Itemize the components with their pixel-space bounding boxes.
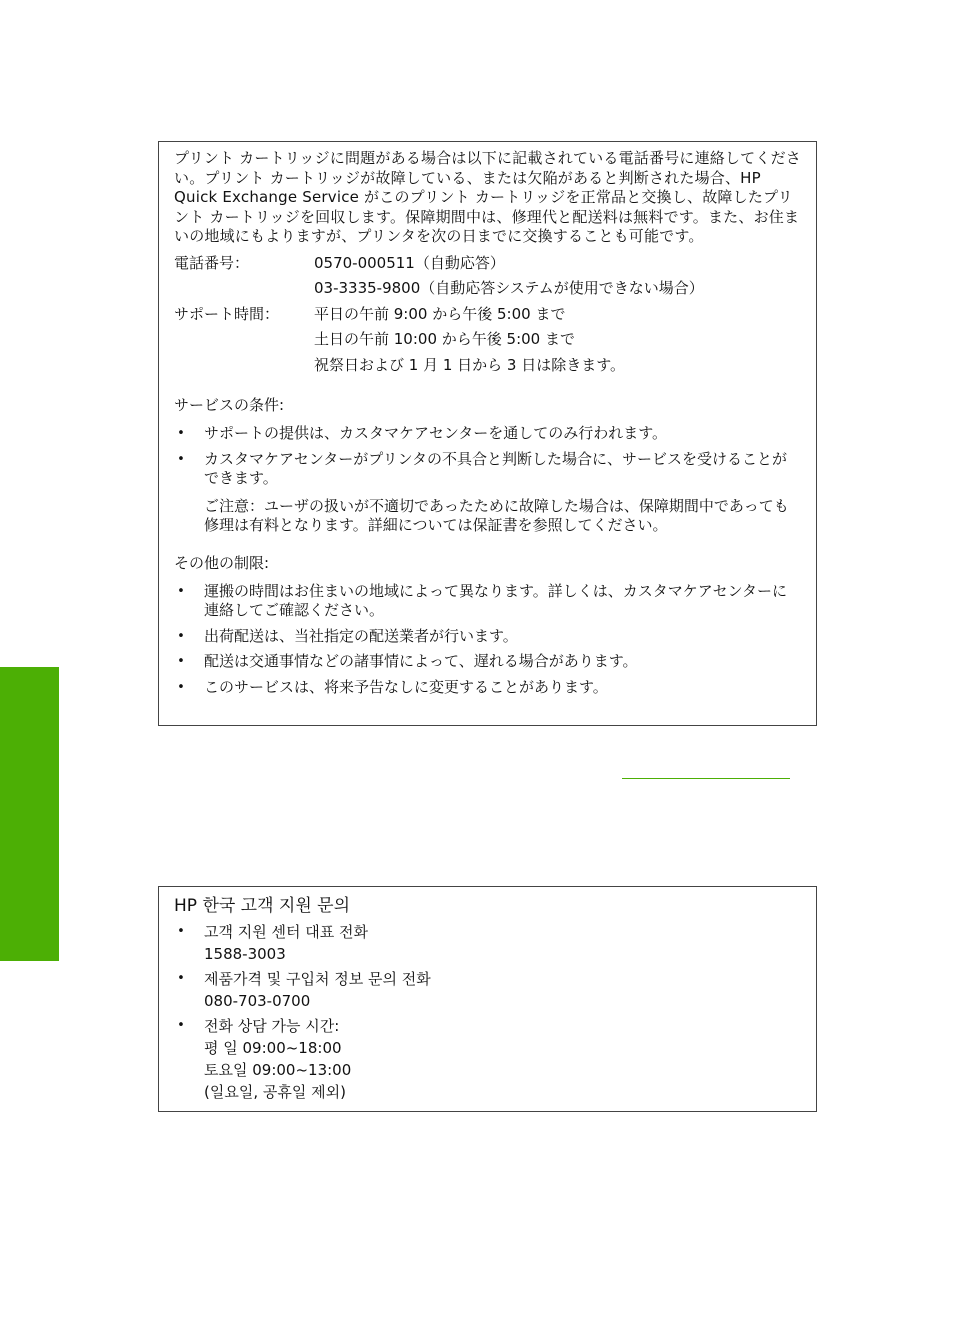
hours-excluded: (일요일, 공휴일 제외)	[204, 1083, 346, 1101]
info-value: 0570-000511（自動応答）	[314, 253, 505, 272]
info-row	[174, 353, 802, 379]
limits-heading: その他の制限:	[174, 553, 270, 572]
info-row	[174, 302, 802, 328]
list-item-text: 出荷配送は、当社指定の配送業者が行います。	[204, 626, 518, 645]
info-label	[174, 276, 314, 302]
info-label: 電話番号：	[174, 253, 250, 272]
list-item	[174, 450, 802, 489]
bullet-icon: •	[177, 654, 185, 670]
hours-weekday: 평 일 09:00~18:00	[204, 1039, 342, 1057]
list-item	[174, 1015, 802, 1103]
link-underline[interactable]	[622, 778, 790, 779]
list-item-text: サポートの提供は、カスタマケアセンターを通してのみ行われます。	[204, 424, 668, 443]
japan-support-box	[158, 141, 817, 726]
bullet-icon: •	[177, 583, 185, 599]
korea-title: HP 한국 고객 지원 문의	[174, 896, 351, 916]
bullet-icon: •	[177, 971, 185, 986]
info-value: 平日の午前 9:00 から午後 5:00 まで	[314, 304, 566, 323]
conditions-note: ご注意：ユーザの扱いが不適切であったために故障した場合は、保障期間中であっても修理は有料となります。詳細については保証書を参照してください。	[204, 496, 789, 535]
list-item-text: このサービスは、将来予告なしに変更することがあります。	[204, 677, 608, 696]
phone-number: 1588-3003	[204, 945, 286, 963]
list-item	[174, 968, 802, 1012]
conditions-list	[174, 424, 802, 489]
list-item	[174, 424, 802, 444]
phone-number: 080-703-0700	[204, 992, 311, 1010]
limits-list	[174, 582, 802, 698]
bullet-icon: •	[177, 924, 185, 939]
list-item	[174, 678, 802, 698]
bullet-icon: •	[177, 451, 185, 467]
korea-support-box	[158, 886, 817, 1112]
list-item-label: 고객 지원 센터 대표 전화	[204, 923, 368, 941]
hours-saturday: 토요일 09:00~13:00	[204, 1061, 352, 1079]
list-item-text: 運搬の時間はお住まいの地域によって異なります。詳しくは、カスタマケアセンターに連絡してご確認ください。	[204, 581, 788, 620]
bullet-icon: •	[177, 1018, 185, 1033]
info-label: サポート時間：	[174, 304, 280, 323]
conditions-heading: サービスの条件:	[174, 396, 285, 415]
bullet-icon: •	[177, 628, 185, 644]
hours-heading: 전화 상담 가능 시간:	[204, 1017, 340, 1035]
list-item-text: 配送は交通事情などの諸事情によって、遅れる場合があります。	[204, 652, 638, 671]
list-item	[174, 652, 802, 672]
info-value: 祝祭日および 1 月 1 日から 3 日は除きます。	[314, 355, 626, 374]
info-label	[174, 353, 314, 379]
bullet-icon: •	[177, 679, 185, 695]
bullet-icon: •	[177, 426, 185, 442]
info-row	[174, 251, 802, 277]
info-value: 土日の午前 10:00 から午後 5:00 まで	[314, 330, 575, 349]
info-value: 03-3335-9800（自動応答システムが使用できない場合）	[314, 279, 704, 298]
info-label	[174, 327, 314, 353]
chapter-side-tab	[0, 667, 59, 961]
info-row	[174, 327, 802, 353]
list-item	[174, 582, 802, 621]
info-row	[174, 276, 802, 302]
contact-info-table	[174, 251, 802, 379]
japan-intro-text: プリント カートリッジに問題がある場合は以下に記載されている電話番号に連絡してください。プリント カートリッジが故障している、または欠陥があると判断された場合、HP Quick Exchange Service がこのプリント カートリッジを正常品と交換し、故障したプリント カートリッジを回収します。保障期間中は、修理代と配送料は無料です。また、お住まいの地域にもよりますが、プリンタを次の日までに交換することも可能です。	[174, 149, 801, 246]
list-item-label: 제품가격 및 구입처 정보 문의 전화	[204, 970, 431, 988]
list-item	[174, 627, 802, 647]
list-item-text: カスタマケアセンターがプリンタの不具合と判断した場合に、サービスを受けることができます。	[204, 449, 788, 488]
list-item	[174, 921, 802, 965]
